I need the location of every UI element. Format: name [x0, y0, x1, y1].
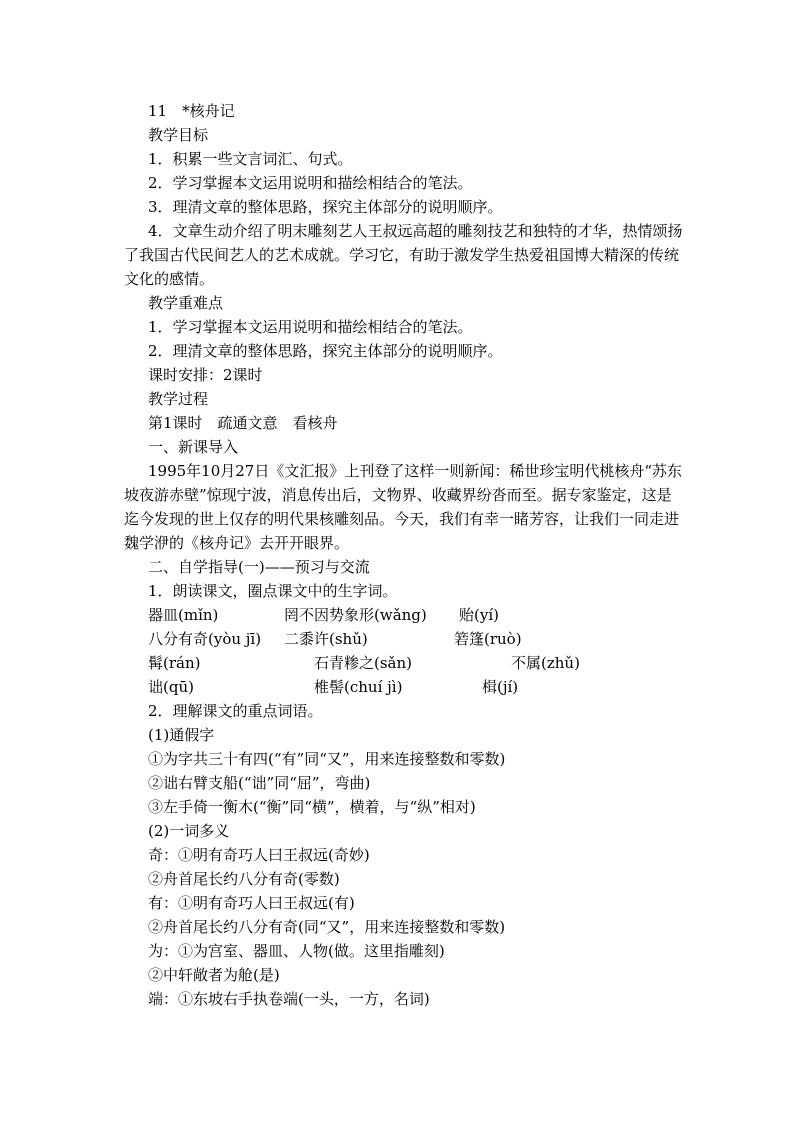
goal-item-paragraph: 4．文章生动介绍了明末雕刻艺人王叔远高超的雕刻技艺和独特的才华，热情颂扬了我国古代民间艺人的艺术成就。学习它，有助于激发学生热爱祖国博大精深的传统文化的感情。 [124, 222, 683, 288]
read-task: 1．朗读课文，圈点课文中的生字词。 [148, 582, 398, 600]
vocab-word: 椎髻(chuí jì) [314, 678, 403, 696]
vocab-word: 石青糁之(sǎn) [314, 654, 413, 672]
section-heading-goals: 教学目标 [148, 126, 209, 144]
vocab-word: 器皿(mǐn) [148, 606, 219, 624]
tongjia-item: ①为字共三十有四(“有”同“又”，用来连接整数和零数) [148, 750, 506, 768]
key-point-item: 2．理清文章的整体思路，探究主体部分的说明顺序。 [148, 342, 503, 360]
tongjia-item: ②诎右臂支船(“诎”同“屈”，弯曲) [148, 774, 371, 792]
vocab-word: 箬篷(ruò) [454, 630, 522, 648]
intro-paragraph: 1995年10月27日《文汇报》上刊登了这样一则新闻：稀世珍宝明代桃核舟“苏东坡夜游赤壁”惊现宁波，消息传出后，文物界、收藏界纷沓而至。据专家鉴定，这是迄今发现的世上仅存的明代果核雕刻品。今天，我们有幸一睹芳容，让我们一同走进魏学洢的《核舟记》去开开眼界。 [124, 462, 683, 552]
vocab-word: 贻(yí) [459, 606, 499, 624]
vocab-word: 楫(jí) [482, 678, 519, 696]
vocab-word: 不属(zhǔ) [511, 654, 580, 672]
duoyi-item: ②舟首尾长约八分有奇(同“又”，用来连接整数和零数) [148, 918, 506, 936]
section-heading-process: 教学过程 [148, 390, 209, 408]
key-point-item: 1．学习掌握本文运用说明和描绘相结合的笔法。 [148, 318, 473, 336]
goal-item: 1．积累一些文言词汇、句式。 [148, 150, 353, 168]
vocab-row [124, 651, 684, 675]
vocab-word: 髯(rán) [148, 654, 201, 672]
section-heading-key-points: 教学重难点 [148, 294, 224, 312]
vocab-row [124, 627, 684, 651]
document-body [124, 99, 684, 1011]
lesson-heading: 第1课时 疏通文意 看核舟 [148, 414, 338, 432]
understand-task: 2．理解课文的重点词语。 [148, 702, 323, 720]
duoyi-heading: (2)一词多义 [148, 822, 230, 840]
vocab-word: 诎(qū) [148, 678, 194, 696]
tongjia-heading: (1)通假字 [148, 726, 215, 744]
vocab-word: 罔不因势象形(wǎng) [284, 606, 427, 624]
duoyi-item: ②中轩敞者为舱(是) [148, 966, 280, 984]
vocab-row [124, 603, 684, 627]
vocab-word: 八分有奇(yòu jī) [148, 630, 262, 648]
vocab-word: 二黍许(shǔ) [284, 630, 368, 648]
intro-heading: 一、新课导入 [148, 438, 239, 456]
duoyi-item: 奇：①明有奇巧人曰王叔远(奇妙) [148, 846, 370, 864]
duoyi-item: 为：①为宫室、器皿、人物(做。这里指雕刻) [148, 942, 445, 960]
goal-item: 2．学习掌握本文运用说明和描绘相结合的笔法。 [148, 174, 473, 192]
duoyi-item: 端：①东坡右手执卷端(一头，一方，名词) [148, 990, 430, 1008]
schedule-text: 课时安排：2课时 [148, 366, 263, 384]
goal-item: 3．理清文章的整体思路，探究主体部分的说明顺序。 [148, 198, 503, 216]
vocab-row [124, 675, 684, 699]
lesson-title: 11 *核舟记 [148, 102, 235, 120]
duoyi-item: 有：①明有奇巧人曰王叔远(有) [148, 894, 355, 912]
duoyi-item: ②舟首尾长约八分有奇(零数) [148, 870, 340, 888]
tongjia-item: ③左手倚一衡木(“衡”同“横”，横着，与“纵”相对) [148, 798, 476, 816]
self-study-heading: 二、自学指导(一)——预习与交流 [148, 558, 370, 576]
